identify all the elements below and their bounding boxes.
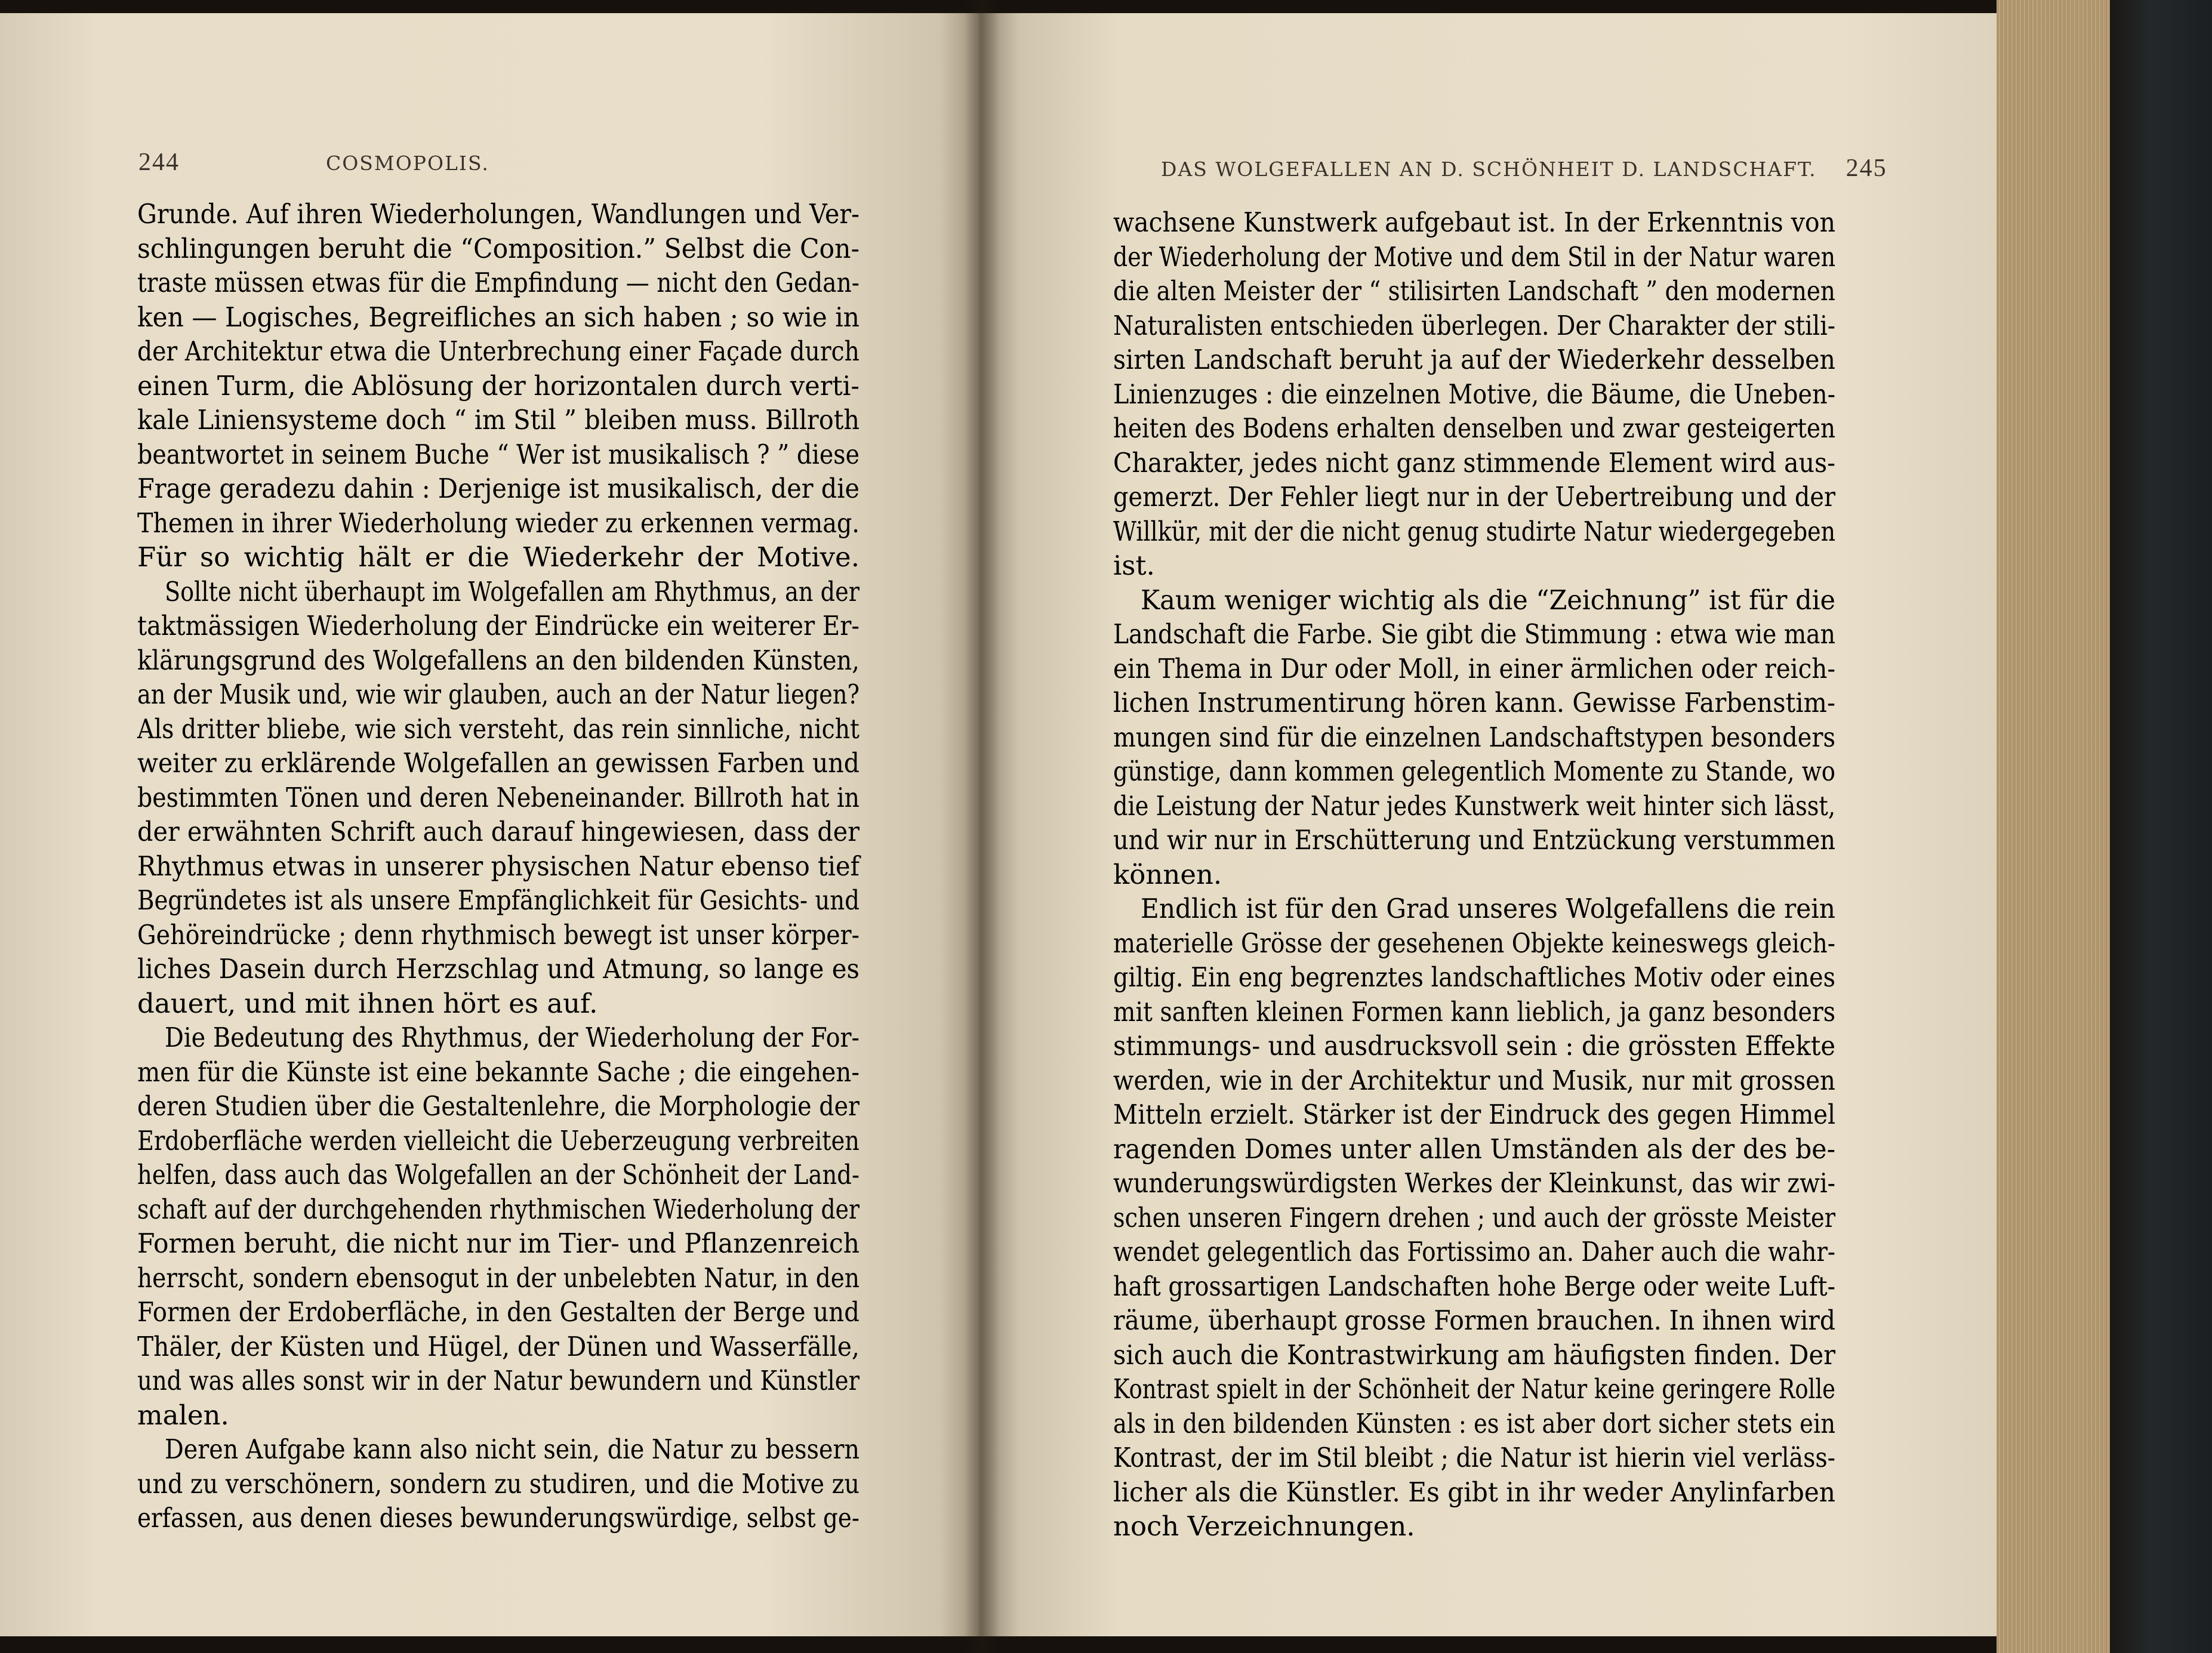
text-line: herrscht, sondern ebensogut in der unbelebten Natur, in den bbox=[137, 1262, 859, 1294]
text-line: die Leistung der Natur jedes Kunstwerk weit hinter sich lässt, bbox=[1113, 790, 1835, 822]
text-line: Als dritter bliebe, wie sich versteht, das rein sinnliche, nicht bbox=[137, 713, 859, 745]
text-line: und wir nur in Erschütterung und Entzückung verstummen bbox=[1113, 824, 1835, 856]
text-line: wendet gelegentlich das Fortissimo an. Daher auch die wahr- bbox=[1113, 1236, 1835, 1267]
text-line: bestimmten Tönen und deren Nebeneinander. Billroth hat in bbox=[137, 781, 859, 813]
text-line: noch Verzeichnungen. bbox=[1113, 1510, 1415, 1542]
text-line: ragenden Domes unter allen Umständen als der des be- bbox=[1113, 1133, 1835, 1165]
text-line: Thäler, der Küsten und Hügel, der Dünen und Wasserfälle, bbox=[137, 1330, 859, 1362]
text-line: Frage geradezu dahin : Derjenige ist musikalisch, der die bbox=[137, 473, 859, 504]
text-line: Themen in ihrer Wiederholung wieder zu erkennen vermag. bbox=[137, 507, 859, 539]
right-text-block bbox=[1113, 205, 1835, 1544]
text-line: der Architektur etwa die Unterbrechung einer Façade durch bbox=[137, 335, 859, 367]
text-line: stimmungs- und ausdrucksvoll sein : die grössten Effekte bbox=[1113, 1030, 1835, 1062]
text-line: ein Thema in Dur oder Moll, in einer ärmlichen oder reich- bbox=[1113, 652, 1835, 684]
text-line: helfen, dass auch das Wolgefallen an der Schönheit der Land- bbox=[137, 1159, 859, 1191]
text-line: dauert, und mit ihnen hört es auf. bbox=[137, 987, 598, 1019]
left-page-number: 244 bbox=[138, 149, 180, 176]
text-line: räume, überhaupt grosse Formen brauchen. In ihnen wird bbox=[1113, 1304, 1835, 1336]
text-line: Sollte nicht überhaupt im Wolgefallen am Rhythmus, an der bbox=[165, 575, 859, 607]
text-line: schlingungen beruht die “Composition.” Selbst die Con- bbox=[137, 232, 859, 264]
text-line: Linienzuges : die einzelnen Motive, die Bäume, die Uneben- bbox=[1113, 378, 1835, 410]
text-line: sich auch die Kontrastwirkung am häufigsten finden. Der bbox=[1113, 1339, 1835, 1371]
right-page-number: 245 bbox=[1846, 155, 1887, 182]
left-text-block bbox=[137, 197, 859, 1535]
text-line: Formen der Erdoberfläche, in den Gestalten der Berge und bbox=[137, 1296, 859, 1328]
text-line: wachsene Kunstwerk aufgebaut ist. In der Erkenntnis von bbox=[1113, 206, 1835, 238]
text-line: und was alles sonst wir in der Natur bewundern und Künstler bbox=[137, 1365, 859, 1396]
text-line: Kaum weniger wichtig als die “Zeichnung” ist für die bbox=[1141, 584, 1835, 616]
text-line: Für so wichtig hält er die Wiederkehr der Motive. bbox=[137, 541, 859, 573]
text-line: Willkür, mit der die nicht genug studirte Natur wiedergegeben bbox=[1113, 515, 1835, 547]
page-edges bbox=[1997, 0, 2110, 1653]
text-line: Kontrast, der im Stil bleibt ; die Natur ist hierin viel verläss- bbox=[1113, 1442, 1835, 1473]
text-line: Charakter, jedes nicht ganz stimmende Element wird aus- bbox=[1113, 446, 1835, 479]
text-line: werden, wie in der Architektur und Musik, nur mit grossen bbox=[1113, 1064, 1835, 1096]
text-line: Naturalisten entschieden überlegen. Der Charakter der stili- bbox=[1113, 309, 1835, 341]
text-line: Endlich ist für den Grad unseres Wolgefallens die rein bbox=[1141, 893, 1835, 924]
right-running-head: DAS WOLGEFALLEN AN D. SCHÖNHEIT D. LANDSCHAFT. bbox=[1161, 158, 1817, 181]
text-line: Gehöreindrücke ; denn rhythmisch bewegt ist unser körper- bbox=[137, 918, 859, 951]
text-line: materielle Grösse der gesehenen Objekte keineswegs gleich- bbox=[1113, 927, 1835, 959]
text-line: Grunde. Auf ihren Wiederholungen, Wandlungen und Ver- bbox=[137, 198, 859, 230]
text-line: ken — Logisches, Begreifliches an sich haben ; so wie in bbox=[137, 301, 859, 333]
text-line: der Wiederholung der Motive und dem Stil in der Natur waren bbox=[1113, 240, 1835, 273]
left-page-header bbox=[138, 148, 489, 177]
text-line: deren Studien über die Gestaltenlehre, die Morphologie der bbox=[137, 1090, 859, 1122]
text-line: malen. bbox=[137, 1399, 229, 1431]
text-line: Die Bedeutung des Rhythmus, der Wiederholung der For- bbox=[165, 1022, 859, 1053]
text-line: mit sanften kleinen Formen kann lieblich, ja ganz besonders bbox=[1113, 995, 1835, 1028]
text-line: Deren Aufgabe kann also nicht sein, die Natur zu bessern bbox=[165, 1433, 859, 1465]
text-line: men für die Künste ist eine bekannte Sache ; die eingehen- bbox=[137, 1056, 859, 1088]
text-line: traste müssen etwas für die Empfindung — nicht den Gedan- bbox=[137, 267, 859, 298]
text-line: Begründetes ist als unsere Empfänglichkeit für Gesichts- und bbox=[137, 884, 859, 916]
text-line: an der Musik und, wie wir glauben, auch an der Natur liegen? bbox=[137, 679, 859, 710]
text-line: der erwähnten Schrift auch darauf hingewiesen, dass der bbox=[137, 816, 859, 847]
text-line: günstige, dann kommen gelegentlich Momente zu Stande, wo bbox=[1113, 755, 1835, 787]
text-line: die alten Meister der “ stilisirten Landschaft ” den modernen bbox=[1113, 275, 1835, 307]
text-line: wunderungswürdigsten Werkes der Kleinkunst, das wir zwi- bbox=[1113, 1167, 1835, 1199]
text-line: taktmässigen Wiederholung der Eindrücke ein weiterer Er- bbox=[137, 610, 859, 642]
text-line: klärungsgrund des Wolgefallens an den bildenden Künsten, bbox=[137, 644, 859, 676]
book-cover-edge bbox=[2110, 0, 2212, 1653]
text-line: weiter zu erklärende Wolgefallen an gewissen Farben und bbox=[137, 747, 859, 779]
text-line: Erdoberfläche werden vielleicht die Ueberzeugung verbreiten bbox=[137, 1124, 859, 1157]
text-line: können. bbox=[1113, 858, 1222, 890]
text-line: einen Turm, die Ablösung der horizontalen durch verti- bbox=[137, 369, 859, 402]
text-line: sirten Landschaft beruht ja auf der Wiederkehr desselben bbox=[1113, 344, 1835, 375]
text-line: liches Dasein durch Herzschlag und Atmung, so lange es bbox=[137, 953, 859, 985]
text-line: beantwortet in seinem Buche “ Wer ist musikalisch ? ” diese bbox=[137, 438, 859, 470]
book-gutter bbox=[964, 0, 1000, 1653]
text-line: und zu verschönern, sondern zu studiren, und die Motive zu bbox=[137, 1467, 859, 1500]
text-line: kale Liniensysteme doch “ im Stil ” bleiben muss. Billroth bbox=[137, 404, 859, 436]
text-line: haft grossartigen Landschaften hohe Berge oder weite Luft- bbox=[1113, 1270, 1835, 1302]
text-line: als in den bildenden Künsten : es ist aber dort sicher stets ein bbox=[1113, 1407, 1835, 1439]
text-line: giltig. Ein eng begrenztes landschaftliches Motiv oder eines bbox=[1113, 961, 1835, 993]
text-line: ist. bbox=[1113, 550, 1155, 581]
text-line: Landschaft die Farbe. Sie gibt die Stimmung : etwa wie man bbox=[1113, 618, 1835, 650]
text-line: Formen beruht, die nicht nur im Tier- und Pflanzenreich bbox=[137, 1228, 859, 1259]
text-line: Rhythmus etwas in unserer physischen Natur ebenso tief bbox=[137, 850, 859, 882]
text-line: licher als die Künstler. Es gibt in ihr weder Anylinfarben bbox=[1113, 1476, 1835, 1508]
text-line: schen unseren Fingern drehen ; und auch der grösste Meister bbox=[1113, 1201, 1835, 1233]
text-line: heiten des Bodens erhalten denselben und zwar gesteigerten bbox=[1113, 412, 1835, 444]
left-running-head: COSMOPOLIS. bbox=[326, 152, 489, 175]
text-line: gemerzt. Der Fehler liegt nur in der Uebertreibung und der bbox=[1113, 481, 1835, 513]
right-page-header bbox=[1161, 154, 1887, 183]
text-line: schaft auf der durchgehenden rhythmischen Wiederholung der bbox=[137, 1193, 859, 1225]
text-line: lichen Instrumentirung hören kann. Gewisse Farbenstim- bbox=[1113, 687, 1835, 718]
text-line: Kontrast spielt in der Schönheit der Natur keine geringere Rolle bbox=[1113, 1373, 1835, 1405]
text-line: mungen sind für die einzelnen Landschaftstypen besonders bbox=[1113, 721, 1835, 753]
text-line: Mitteln erzielt. Stärker ist der Eindruck des gegen Himmel bbox=[1113, 1099, 1835, 1130]
text-line: erfassen, aus denen dieses bewunderungswürdige, selbst ge- bbox=[137, 1502, 859, 1534]
